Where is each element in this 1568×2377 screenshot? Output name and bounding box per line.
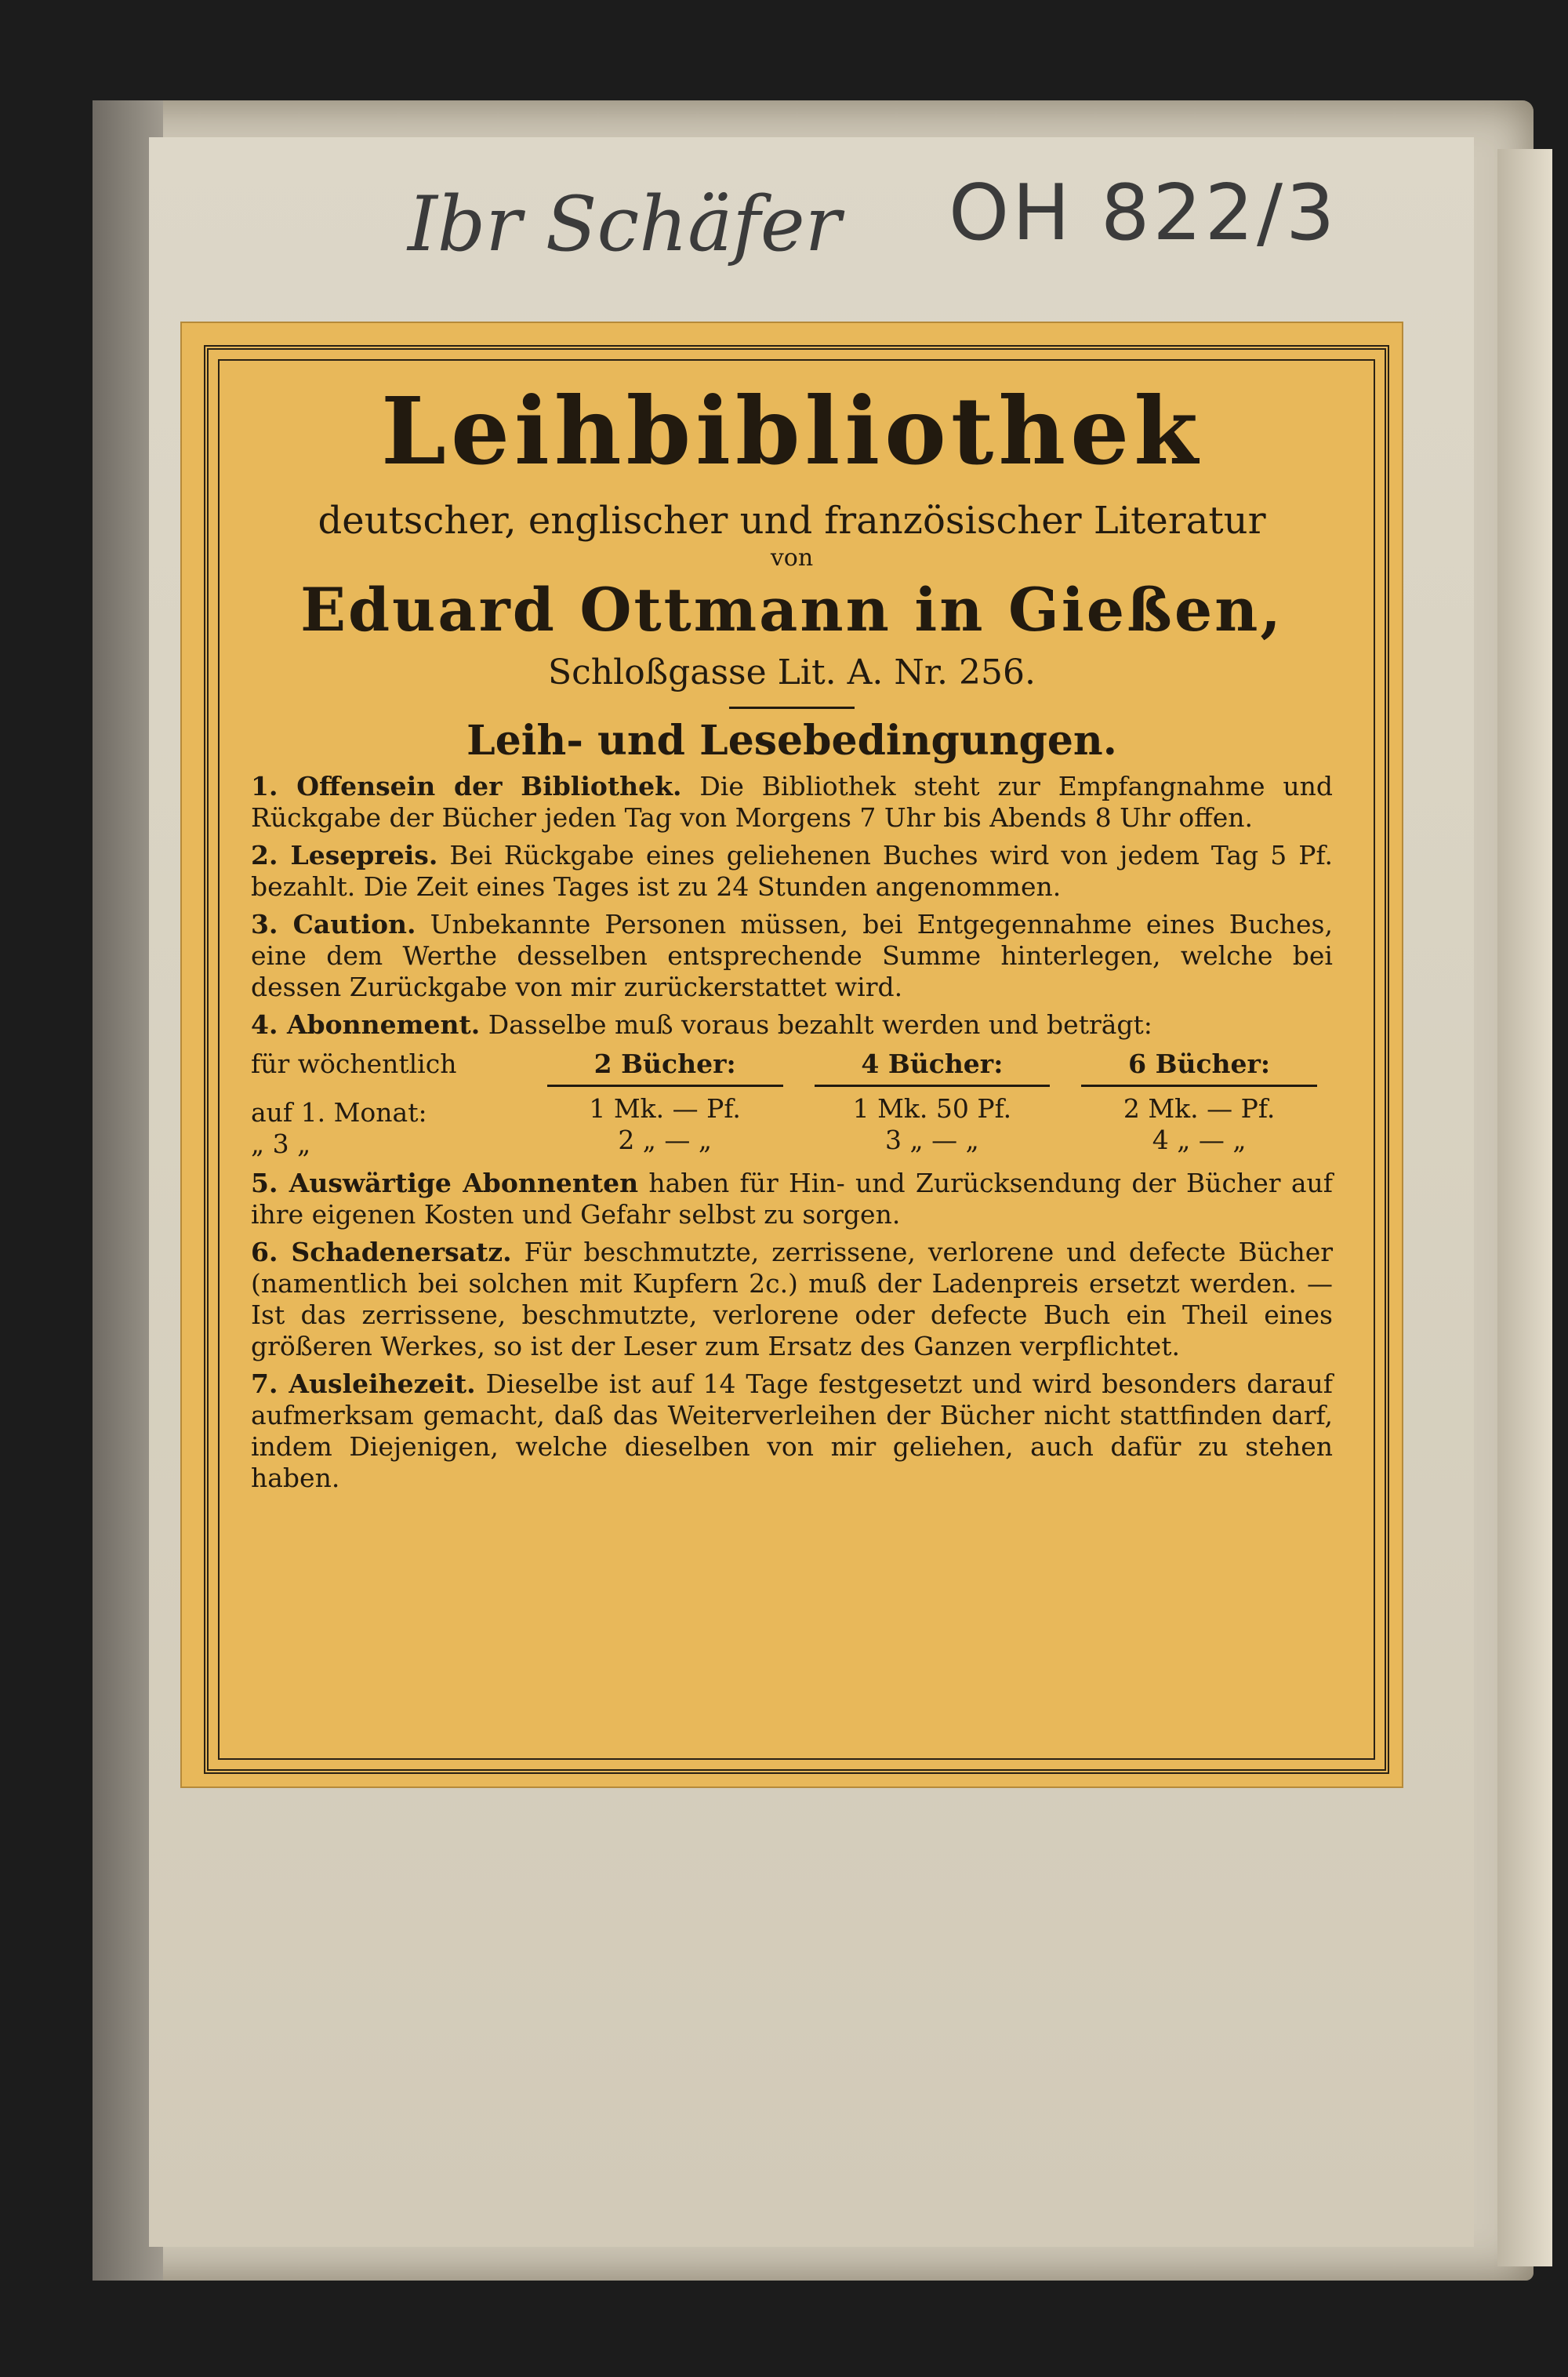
label-title: Leihbibliothek [381, 376, 1203, 485]
label-content [251, 376, 1333, 1500]
label-owner: Eduard Ottmann in Gießen, [300, 575, 1283, 645]
table-cell: 1 Mk. — Pf. [589, 1093, 741, 1124]
table-row-label: auf 1. Monat: [251, 1097, 427, 1128]
label-von: von [770, 544, 814, 572]
table-cell: 1 Mk. 50 Pf. [852, 1093, 1012, 1124]
table-row-label: „ 3 „ [251, 1129, 311, 1159]
handwritten-shelfmark: OH 822/3 [949, 169, 1338, 258]
rule-3: 3. Caution. Unbekannte Personen müssen, bei Entgegennahme eines Buches, eine dem Werthe desselben entsprechende Summe hinterlegen, welche bei dessen Zurückgabe von mir zurückerstattet wird. [251, 909, 1333, 1002]
table-cell: 2 Mk. — Pf. [1123, 1093, 1276, 1124]
rule-1: 1. Offensein der Bibliothek. Die Bibliothek steht zur Empfangnahme und Rückgabe der Bücher jeden Tag von Morgens 7 Uhr bis Abends 8 Uhr offen. [251, 771, 1333, 833]
label-subtitle: deutscher, englischer und französischer Literatur [318, 499, 1266, 543]
conditions-title: Leih- und Lesebedingungen. [466, 717, 1117, 765]
rule-6: 6. Schadenersatz. Für beschmutzte, zerrissene, verlorene und defecte Bücher (namentlich bei solchen mit Kupfern 2c.) muß der Ladenpreis ersetzt werden. — Ist das zerrissene, beschmutzte, verlorene oder defecte Buch ein Theil eines größeren Werkes, so ist der Leser zum Ersatz des Ganzen verpflichtet. [251, 1237, 1334, 1361]
library-label [180, 322, 1403, 1788]
table-cell: 3 „ — „ [885, 1125, 979, 1155]
table-row-head: für wöchentlich [251, 1049, 457, 1079]
table-col-head: 6 Bücher: [1081, 1049, 1317, 1087]
table-cell: 4 „ — „ [1152, 1125, 1247, 1155]
table-col-head: 2 Bücher: [547, 1049, 783, 1087]
rule-5: 5. Auswärtige Abonnenten haben für Hin- und Zurücksendung der Bücher auf ihre eigenen Kosten und Gefahr selbst zu sorgen. [251, 1168, 1333, 1230]
rule-2: 2. Lesepreis. Bei Rückgabe eines geliehenen Buches wird von jedem Tag 5 Pf. bezahlt. Die Zeit eines Tages ist zu 24 Stunden angenommen. [251, 840, 1334, 902]
table-cell: 2 „ — „ [618, 1125, 712, 1155]
rule-7: 7. Ausleihezeit. Dieselbe ist auf 14 Tage festgesetzt und wird besonders darauf aufmerksam gemacht, daß das Weiterverleihen der Bücher nicht stattfinden darf, indem Diejenigen, welche dieselben von mir geliehen, auch dafür zu stehen haben. [251, 1368, 1333, 1493]
conditions-list [251, 771, 1333, 1494]
rule-4: 4. Abonnement. Dasselbe muß voraus bezahlt werden und beträgt: [251, 1009, 1152, 1040]
label-address: Schloßgasse Lit. A. Nr. 256. [548, 652, 1036, 692]
page-edge [1497, 149, 1552, 2266]
table-col-head: 4 Bücher: [815, 1049, 1051, 1087]
divider [729, 707, 855, 709]
abonnement-table [251, 1049, 1333, 1160]
handwritten-owner-name: Ibr Schäfer [408, 180, 841, 268]
